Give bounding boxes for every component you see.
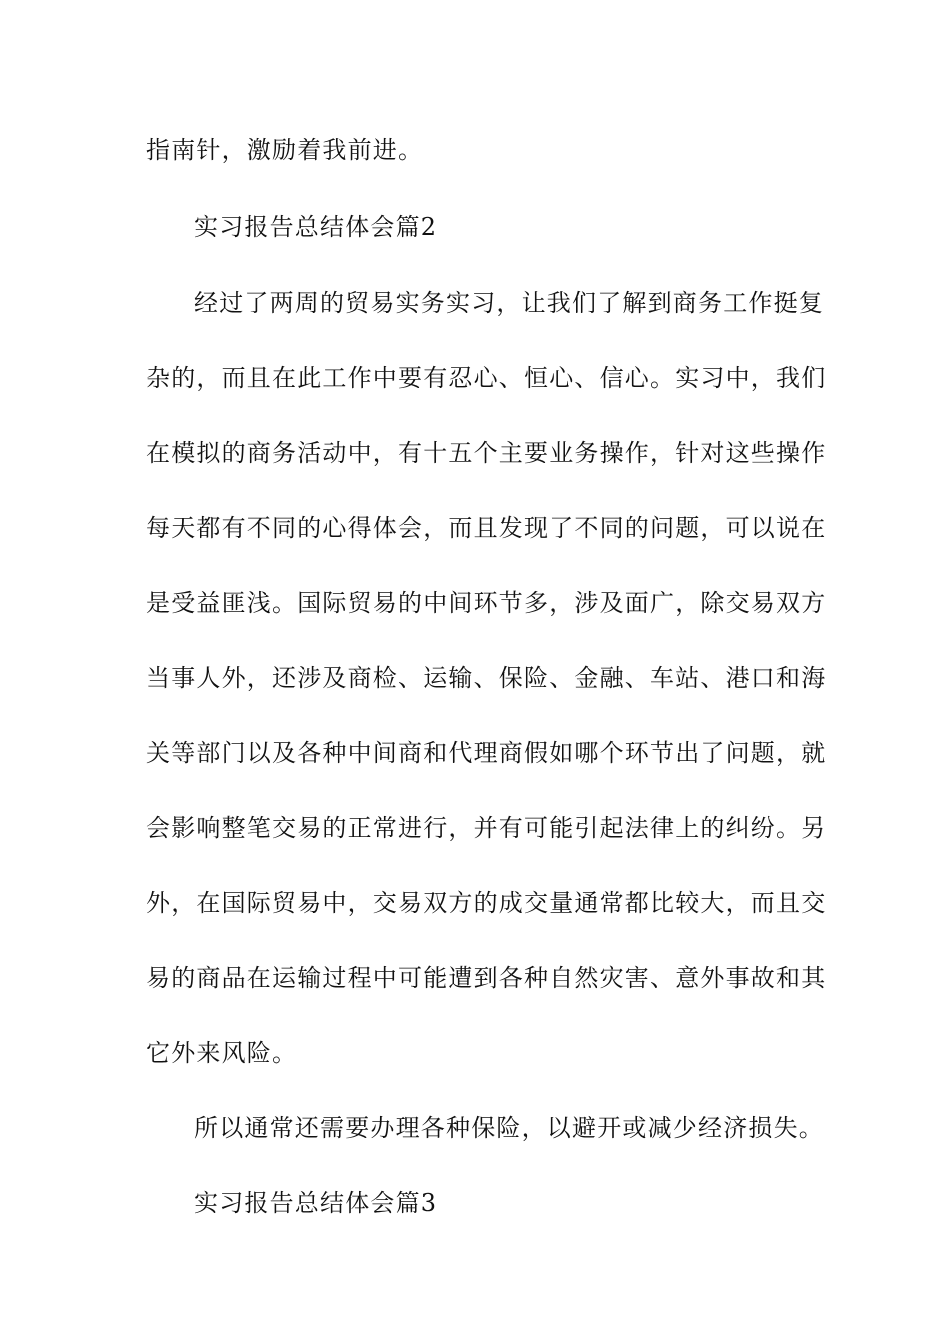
paragraph-line: 外，在国际贸易中，交易双方的成交量通常都比较大，而且交 <box>146 889 827 917</box>
paragraph-line: 杂的，而且在此工作中要有忍心、恒心、信心。实习中，我们 <box>146 364 827 392</box>
paragraph-line: 是受益匪浅。国际贸易的中间环节多，涉及面广，除交易双方 <box>146 589 827 617</box>
paragraph-line: 每天都有不同的心得体会，而且发现了不同的问题，可以说在 <box>146 514 827 542</box>
paragraph-line: 在模拟的商务活动中，有十五个主要业务操作，针对这些操作 <box>146 439 827 467</box>
paragraph-line-continuation: 指南针，激励着我前进。 <box>146 136 424 164</box>
paragraph-line: 易的商品在运输过程中可能遭到各种自然灾害、意外事故和其 <box>146 964 827 992</box>
paragraph-line: 所以通常还需要办理各种保险，以避开或减少经济损失。 <box>194 1114 824 1142</box>
section-heading-3: 实习报告总结体会篇3 <box>194 1189 438 1217</box>
section-heading-2: 实习报告总结体会篇2 <box>194 213 438 241</box>
paragraph-line: 当事人外，还涉及商检、运输、保险、金融、车站、港口和海 <box>146 664 827 692</box>
paragraph-line: 会影响整笔交易的正常进行，并有可能引起法律上的纠纷。另 <box>146 814 827 842</box>
paragraph-line-end: 它外来风险。 <box>146 1039 298 1067</box>
paragraph-line: 关等部门以及各种中间商和代理商假如哪个环节出了问题，就 <box>146 739 827 767</box>
paragraph-line: 经过了两周的贸易实务实习，让我们了解到商务工作挺复 <box>194 289 824 317</box>
